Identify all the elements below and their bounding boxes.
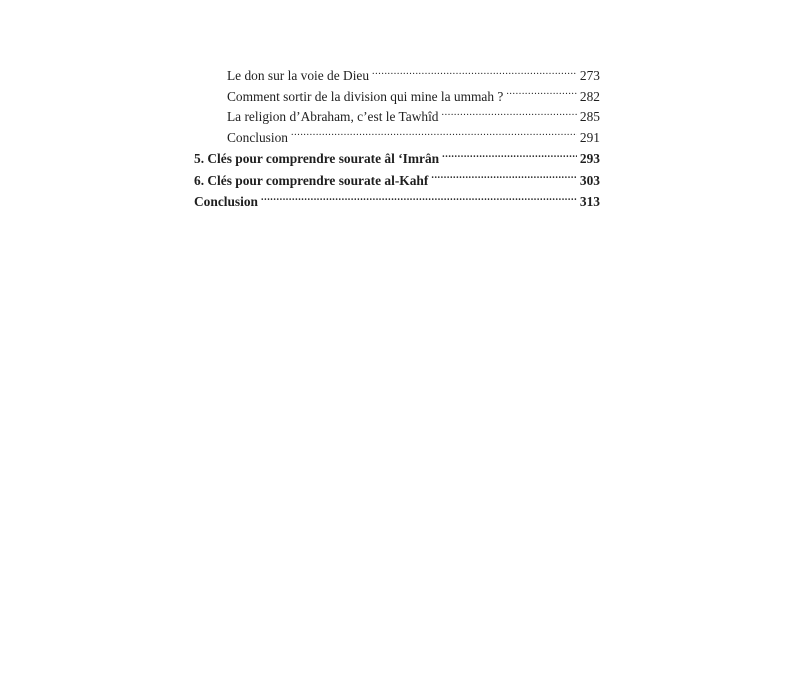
- toc-entry-label: Conclusion: [227, 129, 289, 145]
- toc-entry-chapter-6: [194, 170, 600, 192]
- dot-leader: [372, 67, 577, 80]
- toc-entry-page-number: 282: [579, 88, 600, 104]
- toc-entry-label: La religion d’Abraham, c’est le Tawhîd: [227, 109, 439, 124]
- toc-entry-label: 6. Clés pour comprendre sourate al-Kahf: [194, 172, 429, 188]
- toc-entry-page-number: 285: [579, 109, 600, 124]
- toc-entry-label: 5. Clés pour comprendre sourate âl ‘Imrân: [194, 151, 440, 166]
- toc-entry-conclusion-sub: [194, 128, 600, 149]
- dot-leader: [291, 128, 577, 141]
- toc-entry-label: Le don sur la voie de Dieu: [227, 68, 370, 83]
- dot-leader: [506, 87, 577, 100]
- toc-entry-label: Conclusion: [194, 194, 258, 209]
- toc-entry-page-number: 293: [579, 151, 600, 166]
- dot-leader: [261, 193, 577, 206]
- table-of-contents: [194, 66, 600, 213]
- toc-entry-chapter-5: [194, 148, 600, 170]
- toc-entry-conclusion: [194, 191, 600, 213]
- dot-leader: [442, 150, 577, 163]
- toc-entry-page-number: 291: [579, 129, 600, 145]
- toc-entry-label: Comment sortir de la division qui mine la ummah ?: [227, 88, 504, 104]
- toc-entry-don-voie-dieu: [194, 66, 600, 87]
- toc-entry-sortir-division: [194, 87, 600, 108]
- toc-entry-page-number: 273: [579, 68, 600, 83]
- toc-entry-page-number: 303: [579, 172, 600, 188]
- dot-leader: [442, 108, 577, 121]
- toc-entry-page-number: 313: [579, 194, 600, 209]
- dot-leader: [431, 171, 577, 184]
- toc-entry-religion-abraham: [194, 107, 600, 128]
